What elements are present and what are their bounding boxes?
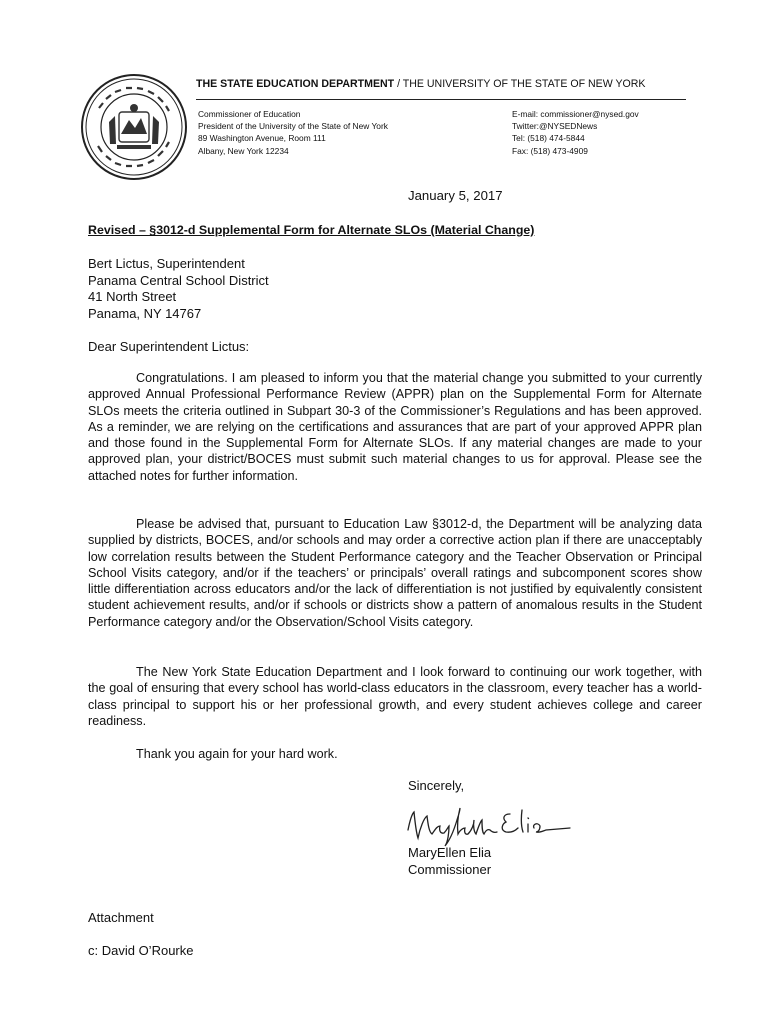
contact-twitter[interactable]: Twitter:@NYSEDNews	[512, 121, 598, 132]
attachment-note: Attachment	[88, 910, 154, 925]
address-line: Panama Central School District	[88, 272, 269, 288]
recipient-address	[88, 256, 269, 322]
office-line: 89 Washington Avenue, Room 111	[198, 133, 326, 144]
contact-tel: Tel: (518) 474-5844	[512, 133, 585, 144]
contact-email[interactable]: E-mail: commissioner@nysed.gov	[512, 109, 639, 119]
letter-subject: Revised – §3012-d Supplemental Form for Alternate SLOs (Material Change)	[88, 223, 535, 237]
address-line: Bert Lictus, Superintendent	[88, 256, 245, 271]
letterhead-office-block	[198, 108, 388, 157]
closing: Sincerely,	[408, 778, 465, 793]
letterhead-divider	[196, 99, 686, 100]
body-paragraph-1: Congratulations. I am pleased to inform you that the material change you submitted to your currently approved Annual Professional Performance Review (APPR) plan on the Supplemental Form for Alternate SLOs meets the criteria outlined in Subpart 30-3 of the Commissioner’s Regulations and has been approved. As a reminder, we are relying on the certifications and assurances that are part of your approved APPR plan and those found in the Supplemental Form for Alternate SLOs. If any material changes are made to your approved plan, your district/BOCES must submit such material changes to us for approval. Please see the attached notes for further information.	[88, 371, 702, 483]
body-paragraph-4: Thank you again for your hard work.	[136, 747, 338, 761]
body-paragraph-3: The New York State Education Department and I look forward to continuing our work together, with the goal of ensuring that every school has world-class educators in the classroom, every teacher has a world-class principal to support his or her professional growth, and every student achieves college and career readiness.	[88, 665, 702, 728]
handwritten-signature	[402, 800, 574, 848]
contact-fax: Fax: (518) 473-4909	[512, 145, 588, 156]
office-line: Albany, New York 12234	[198, 145, 289, 156]
letterhead-contact-block	[512, 108, 639, 157]
letterhead-title	[196, 78, 645, 90]
letterhead-title-bold: THE STATE EDUCATION DEPARTMENT	[196, 78, 395, 90]
body-paragraph-2: Please be advised that, pursuant to Education Law §3012-d, the Department will be analyzing data supplied by districts, BOCES, and/or schools and may order a corrective action plan if there are unacceptably low correlation results between the Student Performance category and the Teacher Observation or Principal School Visits category, and/or if the teachers’ or principals’ overall ratings and subcomponent scores show little differentiation across educators and/or the lack of differentiation is not justified by equivalently consistent student achievement results, and/or if schools or districts show a pattern of anomalous results in the Student Performance category and/or the Observation/School Visits category.	[88, 517, 702, 629]
letterhead-title-rest: / THE UNIVERSITY OF THE STATE OF NEW YORK	[394, 78, 646, 90]
signer-block	[408, 845, 491, 878]
address-line: Panama, NY 14767	[88, 305, 202, 321]
salutation: Dear Superintendent Lictus:	[88, 339, 250, 354]
office-line: Commissioner of Education	[198, 109, 301, 119]
state-seal-icon	[79, 72, 189, 182]
cc-line: c: David O’Rourke	[88, 943, 194, 958]
signer-name: MaryEllen Elia	[408, 845, 492, 860]
office-line: President of the University of the State of New York	[198, 121, 388, 132]
address-line: 41 North Street	[88, 289, 177, 304]
signer-title: Commissioner	[408, 861, 492, 877]
letter-date: January 5, 2017	[408, 188, 503, 203]
